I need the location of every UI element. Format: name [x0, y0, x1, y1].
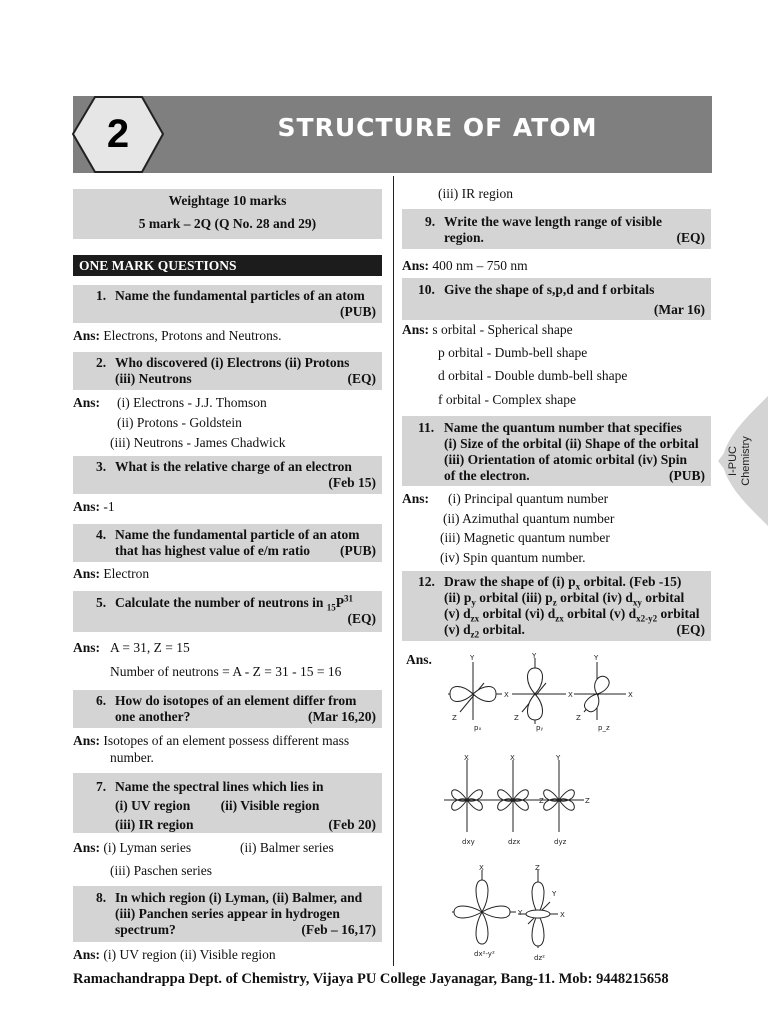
question-text: orbital. — [479, 622, 525, 637]
question-text: (ii) Visible region — [220, 798, 320, 813]
answer-text: (i) Lyman series — [103, 840, 192, 855]
question-tag: (PUB) — [340, 543, 376, 558]
axis-label-x: X — [464, 754, 469, 762]
answer-label: Ans: — [402, 491, 430, 506]
answer-text: (iii) Magnetic quantum number — [440, 530, 610, 545]
question-text: Calculate the number of neutrons in — [115, 595, 324, 610]
question-tag: (PUB) — [669, 468, 705, 483]
question-text: spectrum? — [115, 922, 176, 937]
subscript: z — [552, 597, 557, 608]
question-9-box — [402, 209, 711, 249]
nucleus-mass-number: 31 — [344, 593, 354, 604]
orbital-label: dxy — [462, 838, 475, 846]
question-tag: (PUB) — [340, 304, 376, 319]
answer-text: (iii) IR region — [438, 186, 513, 201]
question-tag: (EQ) — [676, 622, 705, 637]
answer-label: Ans. — [406, 652, 432, 667]
d-orbitals-diagram — [440, 752, 600, 852]
orbital-label: dyz — [554, 838, 567, 846]
weightage-line-2: 5 mark – 2Q (Q No. 28 and 29) — [138, 216, 317, 231]
orbital-label: dzx — [508, 838, 521, 846]
question-text: (i) UV region — [115, 798, 191, 813]
dx2-y2-orbital — [452, 864, 523, 958]
question-text: orbital (v) d — [563, 606, 637, 621]
dxy-orbital — [444, 754, 492, 846]
question-text: that has highest value of e/m ratio — [115, 543, 310, 558]
axis-label-z: Z — [576, 714, 581, 722]
answer-text: A = 31, Z = 15 — [110, 640, 190, 655]
question-text: (iii) IR region — [115, 817, 194, 832]
answer-text: s orbital - Spherical shape — [432, 322, 573, 337]
question-5-box — [73, 591, 382, 632]
question-text: of the electron. — [444, 468, 530, 483]
question-number: 11. — [418, 420, 435, 435]
question-text: Name the quantum number that specifies — [444, 420, 682, 435]
answer-label: Ans: — [73, 640, 101, 655]
question-text: Who discovered (i) Electrons (ii) Protons — [115, 355, 350, 370]
question-number: 9. — [425, 214, 436, 229]
question-text: Write the wave length range of visible — [444, 214, 662, 229]
side-tab-line-1: I-PUC — [727, 446, 739, 476]
question-text: How do isotopes of an element differ from — [115, 693, 357, 708]
subscript: zx — [555, 613, 564, 624]
nucleus-atomic-number: 15 — [326, 602, 336, 613]
chapter-title: STRUCTURE OF ATOM — [277, 113, 598, 142]
answer-label: Ans: — [402, 258, 430, 273]
dyz-orbital — [536, 754, 590, 846]
question-text: orbital — [641, 590, 685, 605]
question-text: Draw the shape of (i) p — [444, 574, 576, 589]
question-text: Give the shape of s,p,d and f orbitals — [444, 282, 655, 297]
axis-label-z: Z — [535, 864, 540, 872]
question-3-box — [73, 456, 382, 494]
answer-text: (i) UV region (ii) Visible region — [103, 947, 276, 962]
axis-label-z: Z — [514, 714, 519, 722]
question-text: region. — [444, 230, 484, 245]
question-text: (iii) Panchen series appear in hydrogen — [115, 906, 340, 921]
answer-text: Number of neutrons = A - Z = 31 - 15 = 16 — [110, 664, 342, 679]
question-text: (v) d — [444, 606, 471, 621]
answer-text: Electron — [103, 566, 150, 581]
question-11-box — [402, 416, 711, 486]
subscript: x — [575, 581, 581, 592]
answer-label: Ans: — [73, 566, 101, 581]
answer-label: Ans: — [73, 733, 101, 748]
weightage-line-1: Weightage 10 marks — [168, 193, 287, 208]
question-text: Name the fundamental particle of an atom — [115, 527, 360, 542]
question-number: 1. — [96, 288, 107, 303]
axis-label-x: X — [504, 691, 509, 699]
answer-label: Ans: — [402, 322, 430, 337]
subscript: zx — [470, 613, 480, 624]
question-1-box — [73, 285, 382, 323]
question-text: (iii) Orientation of atomic orbital (iv) Spin — [444, 452, 687, 467]
answer-text: Electrons, Protons and Neutrons. — [103, 328, 282, 343]
axis-label-z: Z — [452, 714, 457, 722]
answer-text: (ii) Azimuthal quantum number — [443, 511, 615, 526]
subscript: z2 — [470, 629, 480, 640]
question-text: (i) Size of the orbital (ii) Shape of the orbital — [444, 436, 699, 451]
answer-text: (iii) Neutrons - James Chadwick — [110, 435, 286, 450]
question-number: 3. — [96, 459, 107, 474]
py-orbital — [512, 652, 573, 732]
answer-text: p orbital - Dumb-bell shape — [438, 345, 588, 360]
question-text: In which region (i) Lyman, (ii) Balmer, and — [115, 890, 363, 905]
question-tag: (EQ) — [347, 611, 376, 626]
axis-label-x: X — [568, 691, 573, 699]
answer-label: Ans: — [73, 499, 101, 514]
axis-label-z: Z — [539, 797, 544, 805]
orbital-label: pᵧ — [536, 724, 544, 732]
question-text: (v) d — [444, 622, 471, 637]
answer-text: (i) Electrons - J.J. Thomson — [117, 395, 267, 410]
answer-label: Ans: — [73, 395, 101, 410]
page-footer: Ramachandrappa Dept. of Chemistry, Vijaya PU College Jayanagar, Bang-11. Mob: 9448215658 — [73, 971, 669, 987]
side-tab — [718, 396, 768, 526]
answer-text: (iii) Paschen series — [110, 863, 212, 878]
axis-label-x: X — [479, 864, 484, 872]
answer-label: Ans: — [73, 947, 101, 962]
question-number: 12. — [418, 574, 435, 589]
answer-text: (ii) Protons - Goldstein — [117, 415, 242, 430]
question-7-box — [73, 773, 382, 833]
question-text: orbital — [657, 606, 700, 621]
question-2-box — [73, 352, 382, 390]
question-tag: (Feb 20) — [328, 817, 376, 832]
question-text: (iii) Neutrons — [115, 371, 192, 386]
axis-label-x: X — [560, 911, 565, 919]
orbital-label: dz² — [534, 954, 545, 962]
subscript: y — [471, 597, 476, 608]
section-heading: ONE MARK QUESTIONS — [73, 255, 382, 276]
dz2-orbital — [518, 864, 565, 962]
answer-text: (ii) Balmer series — [240, 840, 334, 855]
answer-text: 400 nm – 750 nm — [432, 258, 528, 273]
question-tag: (EQ) — [347, 371, 376, 386]
subscript: x2-y2 — [636, 613, 658, 624]
subscript: xy — [632, 597, 642, 608]
weightage-box — [73, 189, 382, 239]
axis-label-x: X — [628, 691, 633, 699]
question-12-box — [402, 571, 711, 641]
question-tag: (EQ) — [676, 230, 705, 245]
question-number: 2. — [96, 355, 107, 370]
orbital-label: pₓ — [474, 724, 482, 732]
orbital-label: p_z — [598, 724, 610, 732]
dzx-orbital — [490, 754, 544, 846]
axis-label-y: Y — [552, 890, 557, 898]
question-text: one another? — [115, 709, 191, 724]
question-number: 4. — [96, 527, 107, 542]
question-10-box — [402, 278, 711, 320]
pz-orbital — [574, 654, 633, 732]
question-number: 8. — [96, 890, 107, 905]
side-tab-line-2: Chemistry — [740, 436, 752, 486]
question-text: Name the spectral lines which lies in — [115, 779, 324, 794]
axis-label-y: Y — [556, 754, 561, 762]
question-number: 7. — [96, 779, 107, 794]
question-tag: (Mar 16,20) — [308, 709, 376, 724]
question-text: Name the fundamental particles of an atom — [115, 288, 365, 303]
axis-label-x: X — [510, 754, 515, 762]
orbital-label: dx²-y² — [474, 950, 495, 958]
answer-label: Ans: — [73, 840, 101, 855]
question-text: orbital. (Feb -15) — [580, 574, 682, 589]
question-text: What is the relative charge of an electron — [115, 459, 352, 474]
axis-label-z: Z — [585, 797, 590, 805]
answer-text: (iv) Spin quantum number. — [440, 550, 586, 565]
question-number: 5. — [96, 595, 107, 610]
column-divider — [393, 176, 394, 966]
question-text: orbital (vi) d — [479, 606, 556, 621]
question-tag: (Feb – 16,17) — [301, 922, 376, 937]
chapter-number: 2 — [106, 112, 130, 156]
axis-label-y: Y — [518, 909, 523, 917]
answer-text: number. — [110, 750, 154, 765]
nucleus-symbol: P — [335, 595, 345, 610]
question-text: orbital (iii) p — [475, 590, 553, 605]
question-number: 6. — [96, 693, 107, 708]
answer-label: Ans: — [73, 328, 101, 343]
answer-text: d orbital - Double dumb-bell shape — [438, 368, 628, 383]
question-number: 10. — [418, 282, 435, 297]
px-orbital — [448, 654, 509, 732]
d-orbitals-diagram-2 — [446, 862, 576, 966]
question-6-box — [73, 690, 382, 728]
answer-text: -1 — [103, 499, 115, 514]
question-4-box — [73, 524, 382, 562]
question-tag: (Feb 15) — [328, 475, 376, 490]
question-8-box — [73, 886, 382, 942]
answer-text: Isotopes of an element possess different mass — [103, 733, 350, 748]
axis-label-y: Y — [594, 654, 599, 662]
axis-label-y: Y — [470, 654, 475, 662]
question-text: orbital (iv) d — [556, 590, 633, 605]
p-orbitals-diagram — [440, 650, 640, 736]
answer-text: f orbital - Complex shape — [438, 392, 576, 407]
question-text: (ii) p — [444, 590, 472, 605]
axis-label-y: Y — [532, 652, 537, 660]
answer-text: (i) Principal quantum number — [448, 491, 609, 506]
question-tag: (Mar 16) — [653, 302, 705, 317]
